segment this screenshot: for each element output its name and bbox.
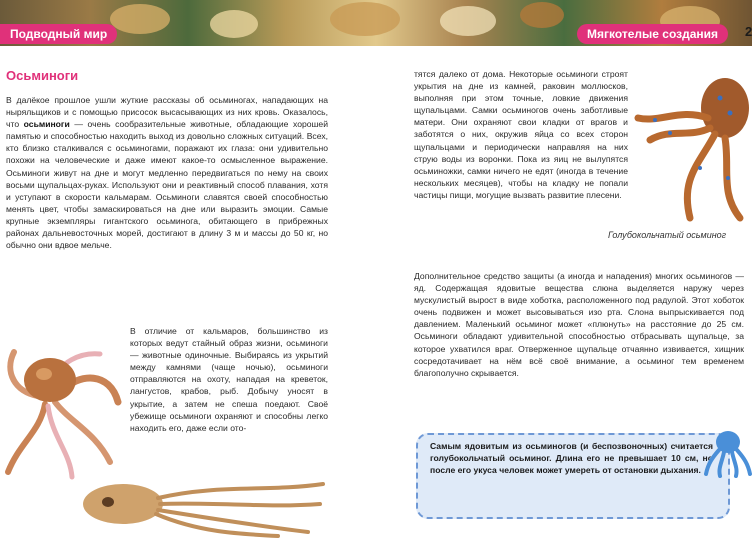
shell-decoration bbox=[210, 10, 258, 38]
paragraph-intro-start: В далёкое прошлое ушли жуткие рассказы об осьминогах, нападающих на ныряльщиков и с помощью присосок высасывающих из них кровь. Оказалось, что bbox=[6, 95, 328, 130]
article-title: Осьминоги bbox=[6, 68, 79, 83]
illustration-caption: Голубокольчатый осьминог bbox=[608, 230, 727, 240]
shell-decoration bbox=[110, 4, 170, 34]
section-label-right: Мягкотелые создания bbox=[577, 24, 728, 44]
highlighted-term: осьминоги bbox=[23, 119, 70, 130]
paragraph-intro bbox=[6, 94, 328, 251]
shell-decoration bbox=[440, 6, 496, 36]
section-label-left: Подводный мир bbox=[0, 24, 117, 44]
octopus-icon bbox=[704, 428, 752, 478]
shell-decoration bbox=[330, 2, 400, 36]
paragraph-venom: Дополнительное средство защиты (а иногда и нападения) многих осьминогов — яд. Содержащая ядовитые вещества слюна выделяется наружу через мускулистый вырост в виде хоботка, расположенного под радулой. Этот хоботок очень подвижен и может высовываться изо рта. Слона выпрыскивается под давлением. Маленький осьминог может «плюнуть» на расстояние до 25 см. Осьминоги обладают удивительной способностью отбрасывать щупальце, за которое ухватился враг. Отверженное щупальце отчаянно извивается, хищник сосредотачивает на нём всё своё внимание, а осьминог тем временем благополучно скрывается. bbox=[414, 271, 744, 378]
paragraph-care: тятся далеко от дома. Некоторые осьминоги строят укрытия на дне из камней, раковин моллюсков, выполняя при этом точные, ловкие движения щупальцами. Самки осьминогов очень заботливые матери. Они охраняют свои кладки от врагов и заботятся о них, окружив яйца со всех сторон щупальцами и периодически направляя на них струю воды из воронки. Пока из яиц не вылупятся осьминожки, самки ничего не едят (иногда в течение нескольких месяцев), чтобы на кладку не попали частицы пищи, могущие вызвать развитие плесени. bbox=[414, 69, 628, 200]
octopus-illustration bbox=[0, 332, 128, 482]
fact-box-text: Самым ядовитым из осьминогов (и беспозвоночных) считается голубокольчатый осьминог. Длина его не превышает 10 см, но после его укуса человек может умереть от остановки дыхания. bbox=[430, 441, 713, 476]
paragraph-intro-rest: — очень сообразительные животные, обладающие хорошей памятью и способностью находить выход из довольно сложных ситуаций. Всех, кто близко сталкивался с осьминогами, поражают их глаза: они удивительно похожи на человеческие и даже имеют какое-то осмысленное выражение. Осьминоги живут на дне и могут медленно передвигаться по нему на своих восьми щупальцах-руках. Используют они и реактивный способ плавания, хотя и уступают в скорости кальмарам. Осьминоги славятся своей способностью менять цвет, чтобы замаскироваться на дне или выразить эмоции. Самые крупные экземпляры гигантского осьминога, обитающего в прибрежных районах дальневосточных морей, достигают в длину 3 м и массы до 50 кг, но обычно они вдвое мельче. bbox=[6, 119, 329, 251]
paragraph-hunting: В отличие от кальмаров, большинство из которых ведут стайный образ жизни, осьминоги — животные одиночные. Выбираясь из укрытий между камнями (чаще ночью), осьминоги отправляются на охоту, нападая на креветок, лангустов, крабов, рыб. Добычу уносят в укрытие, а затем не спеша поедают. Своё убежище осьминоги охраняют и способны легко находить его, даже если ото- bbox=[130, 326, 328, 433]
page-number-right: 2 bbox=[745, 24, 752, 39]
blue-ringed-octopus-illustration bbox=[630, 68, 752, 228]
squid-illustration bbox=[78, 474, 328, 539]
shell-decoration bbox=[520, 2, 564, 28]
